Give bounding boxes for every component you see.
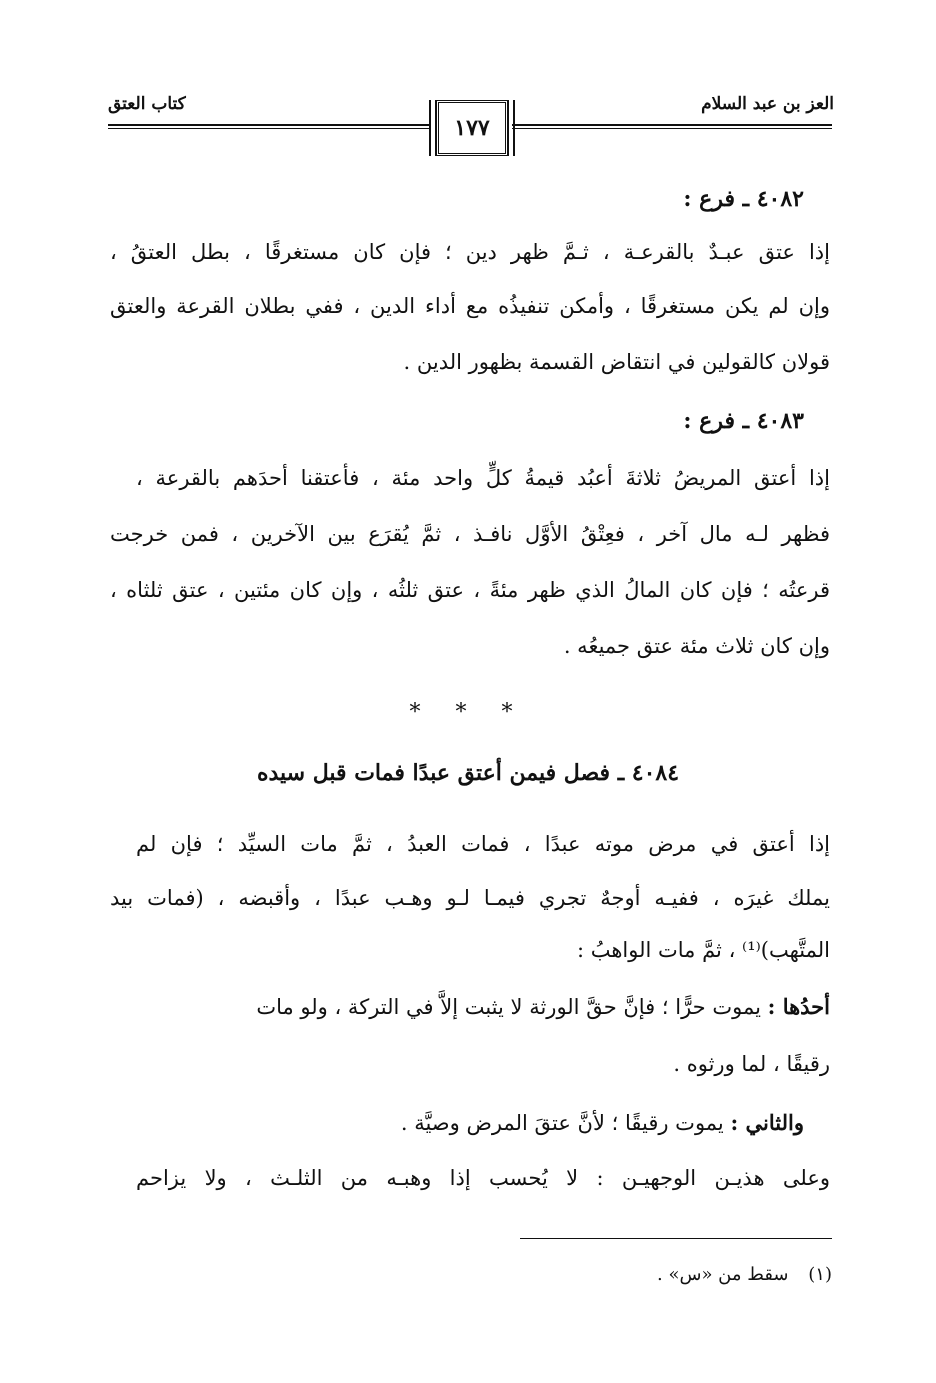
opinion-second: [401, 1110, 804, 1135]
opinion-label: والثاني :: [730, 1110, 804, 1135]
text-line: إذا عتق عبـدٌ بالقرعـة ، ثـمَّ ظهر دين ؛ فإن كان مستغرقًا ، بطل العتقُ ،: [110, 240, 830, 264]
text-line: قولان كالقولين في انتقاض القسمة بظهور الدين .: [403, 350, 830, 374]
text-line: قرعتُه ؛ فإن كان المالُ الذي ظهر مئةً ، عتق ثلثُه ، وإن كان مئتين ، عتق ثلثاه ،: [110, 578, 830, 602]
header-rule: [512, 124, 832, 126]
header-rule: [108, 124, 430, 126]
section-title-4083: ٤٠٨٣ ـ فرع :: [683, 408, 804, 434]
text-line: يموت رقيقًا ؛ لأنَّ عتقَ المرض وصيَّة .: [400, 1111, 724, 1135]
section-separator: * * *: [409, 700, 527, 725]
text-line: يموت حرًّا ؛ فإنَّ حقَّ الورثة لا يثبت إلاَّ في التركة ، ولو مات: [256, 995, 761, 1019]
text-line: وإن كان ثلاث مئة عتق جميعُه .: [563, 634, 830, 658]
text-line: إذا أعتق في مرض موته عبدًا ، فمات العبدُ ، ثمَّ مات السيِّد ؛ فإن لم: [136, 832, 830, 856]
text-line: يملك غيرَه ، ففيـه أوجهٌ تجري فيمـا لـو وهـب عبدًا ، وأقبضه ، (فمات بيد: [110, 886, 830, 910]
header-rule: [108, 128, 430, 129]
header-rule: [512, 128, 832, 129]
opinion-label: أحدُها :: [767, 994, 830, 1019]
page-number: ١٧٧: [436, 100, 508, 156]
footnote-text: سقط من «س» .: [657, 1264, 789, 1285]
footnote-rule: [520, 1238, 832, 1239]
text-line: المتَّهب)⁽¹⁾ ، ثمَّ مات الواهبُ :: [576, 938, 830, 962]
running-header-author: العز بن عبد السلام: [701, 94, 834, 114]
text-line: رقيقًا ، لما ورثوه .: [673, 1052, 830, 1076]
text-line: فظهر لـه مال آخر ، فعِتْقُ الأوَّل نافـذ ، ثمَّ يُقرَع بين الآخرين ، فمن خرجت: [110, 522, 830, 546]
text-line: وإن لم يكن مستغرقًا ، وأمكن تنفيذُه مع أداء الدين ، ففي بطلان القرعة والعتق: [110, 294, 830, 318]
opinion-first: [110, 994, 830, 1019]
text-line: إذا أعتق المريضُ ثلاثةَ أعبُد قيمةُ كلٍّ واحد مئة ، فأعتقنا أحدَهم بالقرعة ،: [136, 466, 830, 490]
footnote-number: (١): [808, 1264, 832, 1285]
running-header-book: كتاب العتق: [108, 94, 186, 114]
section-title-4082: ٤٠٨٢ ـ فرع :: [683, 186, 804, 212]
footnote: [657, 1264, 832, 1285]
text-line: وعلى هذيـن الوجهيـن : لا يُحسب إذا وهبـه من الثلـث ، ولا يزاحم: [136, 1166, 830, 1190]
section-title-4084: ٤٠٨٤ ـ فصل فيمن أعتق عبدًا فمات قبل سيده: [256, 760, 680, 786]
